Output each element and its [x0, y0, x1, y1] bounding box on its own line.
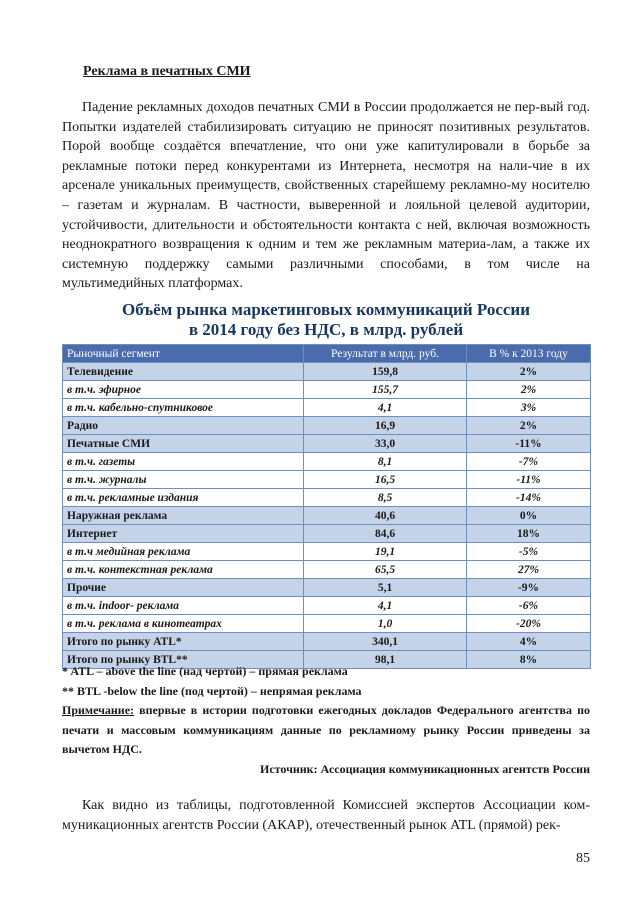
table-row	[63, 381, 591, 399]
cell-change: 2%	[467, 363, 591, 381]
table-row	[63, 507, 591, 525]
page-number: 85	[576, 851, 590, 866]
cell-value: 159,8	[304, 363, 467, 381]
market-table	[62, 344, 591, 669]
cell-change: -14%	[467, 489, 591, 507]
table-row	[63, 489, 591, 507]
table-header-row	[63, 345, 591, 363]
table-title	[62, 300, 590, 340]
table-row	[63, 435, 591, 453]
cell-segment: в т.ч медийная реклама	[63, 543, 304, 561]
table-row	[63, 363, 591, 381]
table-row	[63, 471, 591, 489]
cell-value: 5,1	[304, 579, 467, 597]
table-row	[63, 453, 591, 471]
cell-value: 98,1	[304, 651, 467, 669]
table-row	[63, 399, 591, 417]
cell-value: 16,5	[304, 471, 467, 489]
cell-change: 4%	[467, 633, 591, 651]
footnote-btl: ** BTL -below the line (под чертой) – непрямая реклама	[62, 683, 362, 698]
cell-change: -5%	[467, 543, 591, 561]
cell-segment: Наружная реклама	[63, 507, 304, 525]
table-row	[63, 633, 591, 651]
cell-change: -11%	[467, 435, 591, 453]
cell-change: 2%	[467, 381, 591, 399]
cell-value: 65,5	[304, 561, 467, 579]
cell-segment: Телевидение	[63, 363, 304, 381]
note	[62, 701, 590, 760]
cell-value: 8,5	[304, 489, 467, 507]
table-notes	[62, 662, 590, 779]
cell-segment: Итого по рынку ATL*	[63, 633, 304, 651]
header-segment: Рыночный сегмент	[63, 345, 304, 363]
cell-segment: в т.ч. эфирное	[63, 381, 304, 399]
cell-segment: в т.ч. кабельно-спутниковое	[63, 399, 304, 417]
cell-segment: в т.ч. контекстная реклама	[63, 561, 304, 579]
section-heading: Реклама в печатных СМИ	[83, 64, 251, 79]
note-text: впервые в истории подготовки ежегодных докладов Федерального агентства по печати и массовым коммуникациям данные по рекламному рынку России приведены за вычетом НДС.	[62, 703, 590, 756]
cell-change: -6%	[467, 597, 591, 615]
footnote-atl: * ATL – above the line (над чертой) – прямая реклама	[62, 664, 348, 678]
cell-segment: в т.ч. реклама в кинотеатрах	[63, 615, 304, 633]
cell-value: 4,1	[304, 597, 467, 615]
table-row	[63, 543, 591, 561]
cell-change: -20%	[467, 615, 591, 633]
table-row	[63, 597, 591, 615]
cell-segment: Прочие	[63, 579, 304, 597]
cell-value: 19,1	[304, 543, 467, 561]
cell-segment: Итого по рынку BTL**	[63, 651, 304, 669]
cell-value: 155,7	[304, 381, 467, 399]
cell-value: 16,9	[304, 417, 467, 435]
table-body	[63, 363, 591, 669]
cell-change: 3%	[467, 399, 591, 417]
cell-value: 40,6	[304, 507, 467, 525]
header-value: Результат в млрд. руб.	[304, 345, 467, 363]
cell-change: -9%	[467, 579, 591, 597]
table-title-line2: в 2014 году без НДС, в млрд. рублей	[188, 320, 464, 339]
cell-segment: в т.ч. рекламные издания	[63, 489, 304, 507]
cell-value: 84,6	[304, 525, 467, 543]
cell-segment: в т.ч. indoor- реклама	[63, 597, 304, 615]
cell-change: 8%	[467, 651, 591, 669]
table-title-line1: Объём рынка маркетинговых коммуникаций России	[121, 300, 531, 319]
cell-change: 2%	[467, 417, 591, 435]
source-line: Источник: Ассоциация коммуникационных агентств России	[259, 761, 590, 776]
cell-change: -11%	[467, 471, 591, 489]
cell-value: 340,1	[304, 633, 467, 651]
cell-value: 33,0	[304, 435, 467, 453]
closing-paragraph: Как видно из таблицы, подготовленной Комиссией экспертов Ассоциации ком-муникационных агентств России (АКАР), отечественный рынок ATL (прямой) рек-	[62, 798, 590, 833]
table-row	[63, 615, 591, 633]
cell-segment: Радио	[63, 417, 304, 435]
cell-change: 18%	[467, 525, 591, 543]
table-row	[63, 561, 591, 579]
cell-change: 0%	[467, 507, 591, 525]
header-change: В % к 2013 году	[467, 345, 591, 363]
note-label: Примечание:	[62, 703, 135, 717]
table-row	[63, 525, 591, 543]
table-row	[63, 417, 591, 435]
cell-value: 1,0	[304, 615, 467, 633]
table-row	[63, 579, 591, 597]
cell-change: -7%	[467, 453, 591, 471]
cell-segment: Печатные СМИ	[63, 435, 304, 453]
cell-value: 4,1	[304, 399, 467, 417]
intro-paragraph: Падение рекламных доходов печатных СМИ в России продолжается не пер-вый год. Попытки издателей стабилизировать ситуацию не приносят позитивных результатов. Порой вообще создаётся впечатление, что они уже капитулировали в борьбе за рекламные потоки перед конкурентами из Интернета, несмотря на нали-чие в их арсенале уникальных преимуществ, свойственных старейшему рекламно-му носителю – газетам и журналам. В частности, выверенной и лояльной целевой аудитории, устойчивости, длительности и обстоятельности контакта с ней, включая возможность неоднократного возвращения к одним и тем же рекламным материа-лам, а также их системную поддержку самыми различными способами, в том числе на мультимедийных платформах.	[62, 100, 590, 292]
cell-segment: в т.ч. газеты	[63, 453, 304, 471]
cell-segment: Интернет	[63, 525, 304, 543]
cell-value: 8,1	[304, 453, 467, 471]
cell-segment: в т.ч. журналы	[63, 471, 304, 489]
cell-change: 27%	[467, 561, 591, 579]
